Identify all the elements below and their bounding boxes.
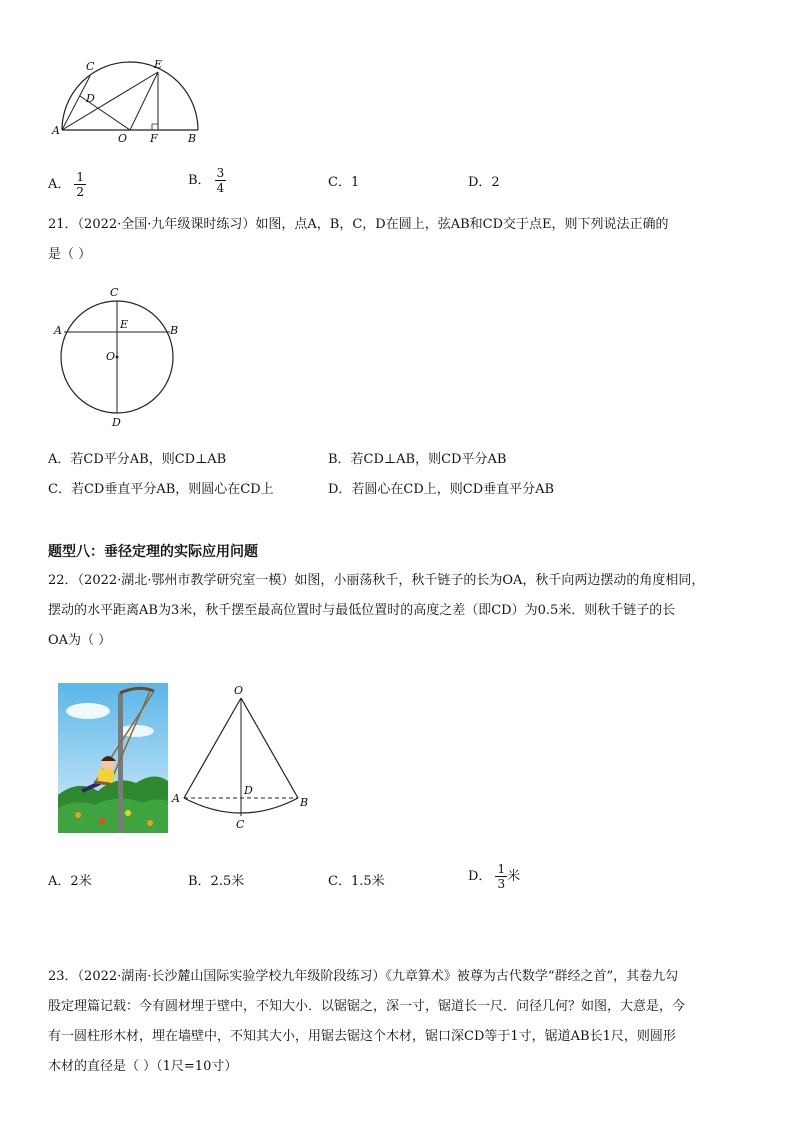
q21-option-d[interactable]: D．若圆心在CD上，则CD垂直平分AB bbox=[328, 482, 555, 497]
label-B: B bbox=[300, 796, 309, 809]
q23-stem-line1: 23．（2022·湖南·长沙麓山国际实验学校九年级阶段练习）《九章算术》被尊为古代数学“群经之首”，其卷九勾 bbox=[48, 969, 679, 984]
q21-option-c[interactable]: C．若CD垂直平分AB，则圆心在CD上 bbox=[48, 482, 274, 497]
q21-stem-line2: 是（ ） bbox=[48, 247, 92, 262]
label-A: A bbox=[54, 324, 62, 337]
label-C: C bbox=[236, 818, 245, 831]
fraction-numerator: 1 bbox=[497, 862, 506, 876]
label-A: A bbox=[172, 792, 180, 805]
label-E: E bbox=[154, 58, 163, 71]
q23-stem-line2: 股定理篇记载：今有圆材埋于壁中，不知大小．以锯锯之，深一寸，锯道长一尺．问径几何？如图，大意是，今 bbox=[48, 999, 686, 1014]
q21-option-b[interactable]: B．若CD⊥AB，则CD平分AB bbox=[328, 452, 507, 467]
q20-option-a-label: A． bbox=[48, 177, 71, 192]
q20-option-c[interactable]: C．1 bbox=[328, 175, 360, 190]
label-D: D bbox=[86, 92, 95, 105]
q20-option-b-label: B． bbox=[188, 173, 211, 188]
q22-option-a[interactable]: A．2米 bbox=[48, 874, 92, 889]
label-O: O bbox=[118, 132, 128, 144]
fraction-numerator: 3 bbox=[216, 166, 225, 180]
q22-option-d-label: D． bbox=[468, 869, 492, 884]
q22-option-b[interactable]: B．2.5米 bbox=[188, 874, 245, 889]
swing-illustration bbox=[58, 683, 168, 833]
label-A: A bbox=[52, 124, 60, 137]
fraction-denominator: 2 bbox=[76, 185, 85, 199]
label-O: O bbox=[106, 350, 116, 363]
q22-stem-line3: OA为（ ） bbox=[48, 633, 112, 648]
figure-q21-circle bbox=[50, 282, 190, 432]
q20-option-a-fraction bbox=[74, 170, 86, 199]
label-F: F bbox=[150, 132, 158, 144]
q21-option-a[interactable]: A．若CD平分AB，则CD⊥AB bbox=[48, 452, 227, 467]
q20-option-b-fraction bbox=[215, 166, 227, 195]
q23-stem-line3: 有一圆柱形木材，埋在墙壁中，不知其大小，用锯去锯这个木材，锯口深CD等于1寸，锯道AB长1尺，则圆形 bbox=[48, 1029, 676, 1044]
figure-q20-semicircle bbox=[50, 58, 210, 144]
label-B: B bbox=[170, 324, 179, 337]
label-O: O bbox=[234, 684, 244, 697]
q23-stem-line4: 木材的直径是（ ）（1尺=10寸） bbox=[48, 1059, 238, 1074]
q22-option-c[interactable]: C．1.5米 bbox=[328, 874, 385, 889]
fraction-numerator: 1 bbox=[76, 170, 85, 184]
section-title: 题型八：垂径定理的实际应用问题 bbox=[48, 544, 258, 560]
q22-option-d[interactable] bbox=[468, 862, 520, 891]
label-D: D bbox=[112, 416, 121, 429]
fraction-denominator: 4 bbox=[216, 181, 225, 195]
label-C: C bbox=[110, 286, 119, 299]
q20-option-d[interactable]: D．2 bbox=[468, 175, 500, 190]
fraction-denominator: 3 bbox=[497, 877, 506, 891]
q20-option-a[interactable] bbox=[48, 170, 86, 199]
q20-option-b[interactable] bbox=[188, 166, 226, 195]
q21-stem-line1: 21．（2022·全国·九年级课时练习）如图，点A，B，C，D在圆上，弦AB和CD交于点E，则下列说法正确的 bbox=[48, 217, 669, 232]
q22-option-d-fraction bbox=[495, 862, 507, 891]
label-C: C bbox=[86, 60, 95, 73]
label-E: E bbox=[120, 318, 129, 331]
label-D: D bbox=[244, 784, 253, 797]
q22-option-d-unit: 米 bbox=[507, 869, 521, 884]
figure-q22-swing-diagram bbox=[168, 682, 318, 832]
label-B: B bbox=[188, 132, 197, 144]
q22-stem-line2: 摆动的水平距离AB为3米，秋千摆至最高位置时与最低位置时的高度之差（即CD）为0.5米．则秋千链子的长 bbox=[48, 603, 676, 618]
q22-stem-line1: 22．（2022·湖北·鄂州市教学研究室一模）如图，小丽荡秋千，秋千链子的长为OA，秋千向两边摆动的角度相同， bbox=[48, 573, 705, 588]
